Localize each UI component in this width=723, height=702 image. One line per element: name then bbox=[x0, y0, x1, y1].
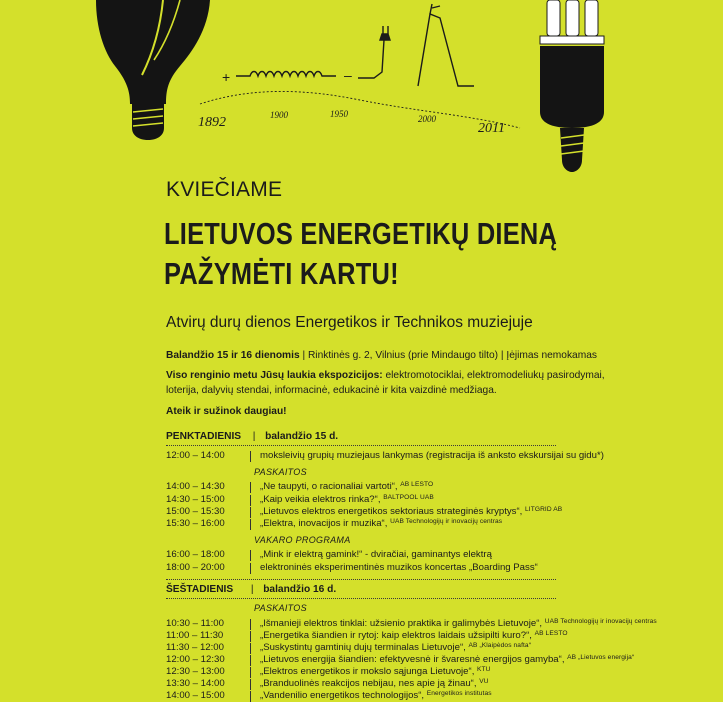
event-address: Rinktinės g. 2, Vilnius (prie Mindaugo tilto) bbox=[307, 350, 499, 361]
row-time: 11:30 – 12:00 bbox=[166, 642, 224, 653]
day2-weekday: ŠEŠTADIENIS bbox=[166, 584, 234, 595]
row-title: „Elektra, inovacijos ir muzika“, bbox=[260, 518, 388, 529]
schedule-row bbox=[166, 450, 604, 462]
row-time: 16:00 – 18:00 bbox=[166, 549, 225, 560]
incandescent-bulb-icon bbox=[96, 0, 210, 140]
schedule-row bbox=[166, 666, 491, 678]
schedule-row bbox=[166, 549, 492, 561]
row-time: 10:30 – 11:00 bbox=[166, 618, 224, 629]
invite-heading: KVIEČIAME bbox=[166, 178, 283, 201]
event-dates: Balandžio 15 ir 16 dienomis bbox=[166, 350, 300, 361]
row-title: „Ne taupyti, o racionaliai vartoti“, bbox=[260, 481, 398, 492]
row-title: „Kaip veikia elektros rinka?“, bbox=[260, 494, 381, 505]
exhibits-label: Viso renginio metu Jūsų laukia ekspozicijos: bbox=[166, 370, 383, 381]
timeline-years bbox=[198, 109, 505, 136]
row-organizer: AB LESTO bbox=[400, 481, 434, 488]
row-title: „Lietuvos energija šiandien: efektyvesnė ir švaresnė energijos gamyba“, bbox=[260, 654, 565, 665]
schedule-row bbox=[166, 654, 634, 666]
schedule-row bbox=[166, 630, 568, 642]
subtitle: Atvirų durų dienos Energetikos ir Technikos muziejuje bbox=[166, 314, 533, 331]
header-illustration bbox=[0, 0, 723, 175]
row-title: „Elektros energetikos ir mokslo sąjunga Lietuvoje“, bbox=[260, 666, 475, 677]
row-organizer: AB „Klaipėdos nafta“ bbox=[468, 642, 531, 649]
day1-header: PENKTADIENIS | balandžio 15 d. bbox=[166, 431, 339, 442]
exhibits-text: elektromotociklai, elektromodeliukų pasirodymai, bbox=[385, 370, 605, 381]
divider bbox=[166, 579, 556, 580]
row-time: 12:00 – 14:00 bbox=[166, 450, 225, 461]
section-caption: PASKAITOS bbox=[254, 467, 307, 477]
row-time: 14:00 – 15:00 bbox=[166, 690, 225, 701]
section-caption: PASKAITOS bbox=[254, 603, 307, 613]
row-organizer: VU bbox=[479, 678, 489, 685]
row-time: 13:30 – 14:00 bbox=[166, 678, 225, 689]
section-caption: VAKARO PROGRAMA bbox=[254, 535, 351, 545]
year-label: 1892 bbox=[198, 115, 226, 130]
plug-wire-icon bbox=[200, 4, 520, 128]
row-organizer: KTU bbox=[477, 666, 491, 673]
main-title-line1: LIETUVOS ENERGETIKŲ DIENĄ bbox=[164, 216, 558, 251]
year-label: 2011 bbox=[478, 121, 505, 136]
schedule-row bbox=[166, 494, 434, 506]
row-title: „Energetika šiandien ir rytoj: kaip elektros laidais užsipilti kuro?“, bbox=[260, 630, 532, 641]
year-label: 1900 bbox=[270, 110, 288, 120]
row-title: „Išmanieji elektros tinklai: užsienio praktika ir galimybės Lietuvoje“, bbox=[260, 618, 543, 629]
row-title: „Vandenilio energetikos technologijos“, bbox=[260, 690, 425, 701]
row-title: „Mink ir elektrą gamink!“ - dviračiai, gaminantys elektrą bbox=[260, 549, 492, 560]
row-time: 14:30 – 15:00 bbox=[166, 494, 225, 505]
row-organizer: AB LESTO bbox=[534, 630, 568, 637]
row-time: 11:00 – 11:30 bbox=[166, 630, 224, 641]
row-time: 15:30 – 16:00 bbox=[166, 518, 225, 529]
day2-date: balandžio 16 d. bbox=[263, 584, 337, 595]
row-title: moksleivių grupių muziejaus lankymas (registracija iš anksto ekskursijai su gidu*) bbox=[260, 450, 604, 461]
exhibits-line bbox=[166, 370, 605, 381]
schedule-row bbox=[166, 678, 489, 690]
schedule-row bbox=[166, 506, 562, 518]
schedule-row bbox=[166, 518, 502, 530]
day2-header: ŠEŠTADIENIS | balandžio 16 d. bbox=[166, 584, 337, 595]
row-time: 18:00 – 20:00 bbox=[166, 562, 225, 573]
schedule-row bbox=[166, 642, 531, 654]
row-organizer: UAB Technologijų ir inovacijų centras bbox=[390, 518, 503, 525]
row-time: 12:30 – 13:00 bbox=[166, 666, 225, 677]
day1-weekday: PENKTADIENIS bbox=[166, 431, 242, 442]
divider bbox=[166, 445, 556, 446]
main-title-line2: PAŽYMĖTI KARTU! bbox=[164, 256, 399, 291]
schedule-row bbox=[166, 618, 657, 630]
schedule-row bbox=[166, 690, 492, 702]
row-organizer: LITGRID AB bbox=[525, 506, 563, 513]
call-to-action: Ateik ir sužinok daugiau! bbox=[166, 406, 287, 417]
schedule-row bbox=[166, 562, 538, 574]
energy-saving-bulb-icon bbox=[540, 0, 604, 172]
event-entry: Įėjimas nemokamas bbox=[506, 350, 597, 361]
plus-sign: + bbox=[222, 69, 231, 85]
year-label: 2000 bbox=[418, 114, 436, 124]
row-title: „Branduolinės reakcijos nebijau, nes apie ją žinau“, bbox=[260, 678, 477, 689]
row-organizer: BALTPOOL UAB bbox=[383, 494, 434, 501]
minus-sign: – bbox=[344, 67, 352, 83]
row-organizer: UAB Technologijų ir inovacijų centras bbox=[544, 618, 657, 625]
row-title: elektroninės eksperimentinės muzikos koncertas „Boarding Pass“ bbox=[260, 562, 538, 573]
row-title: „Lietuvos elektros energetikos sektoriaus strateginės kryptys“, bbox=[260, 506, 523, 517]
year-label: 1950 bbox=[330, 109, 348, 119]
divider bbox=[166, 598, 556, 599]
row-organizer: AB „Lietuvos energija“ bbox=[567, 654, 635, 661]
exhibits-text-2: loterija, dalyvių stendai, informacinė, edukacinė ir kita vaizdinė medžiaga. bbox=[166, 385, 497, 396]
schedule-row bbox=[166, 481, 433, 493]
row-time: 14:00 – 14:30 bbox=[166, 481, 225, 492]
row-title: „Suskystintų gamtinių dujų terminalas Lietuvoje“, bbox=[260, 642, 466, 653]
row-organizer: Energetikos institutas bbox=[426, 690, 492, 697]
row-time: 12:00 – 12:30 bbox=[166, 654, 225, 665]
event-info-line: Balandžio 15 ir 16 dienomis | Rinktinės g. 2, Vilnius (prie Mindaugo tilto) | Įėjimas nemokamas bbox=[166, 350, 597, 361]
day1-date: balandžio 15 d. bbox=[265, 431, 339, 442]
row-time: 15:00 – 15:30 bbox=[166, 506, 225, 517]
